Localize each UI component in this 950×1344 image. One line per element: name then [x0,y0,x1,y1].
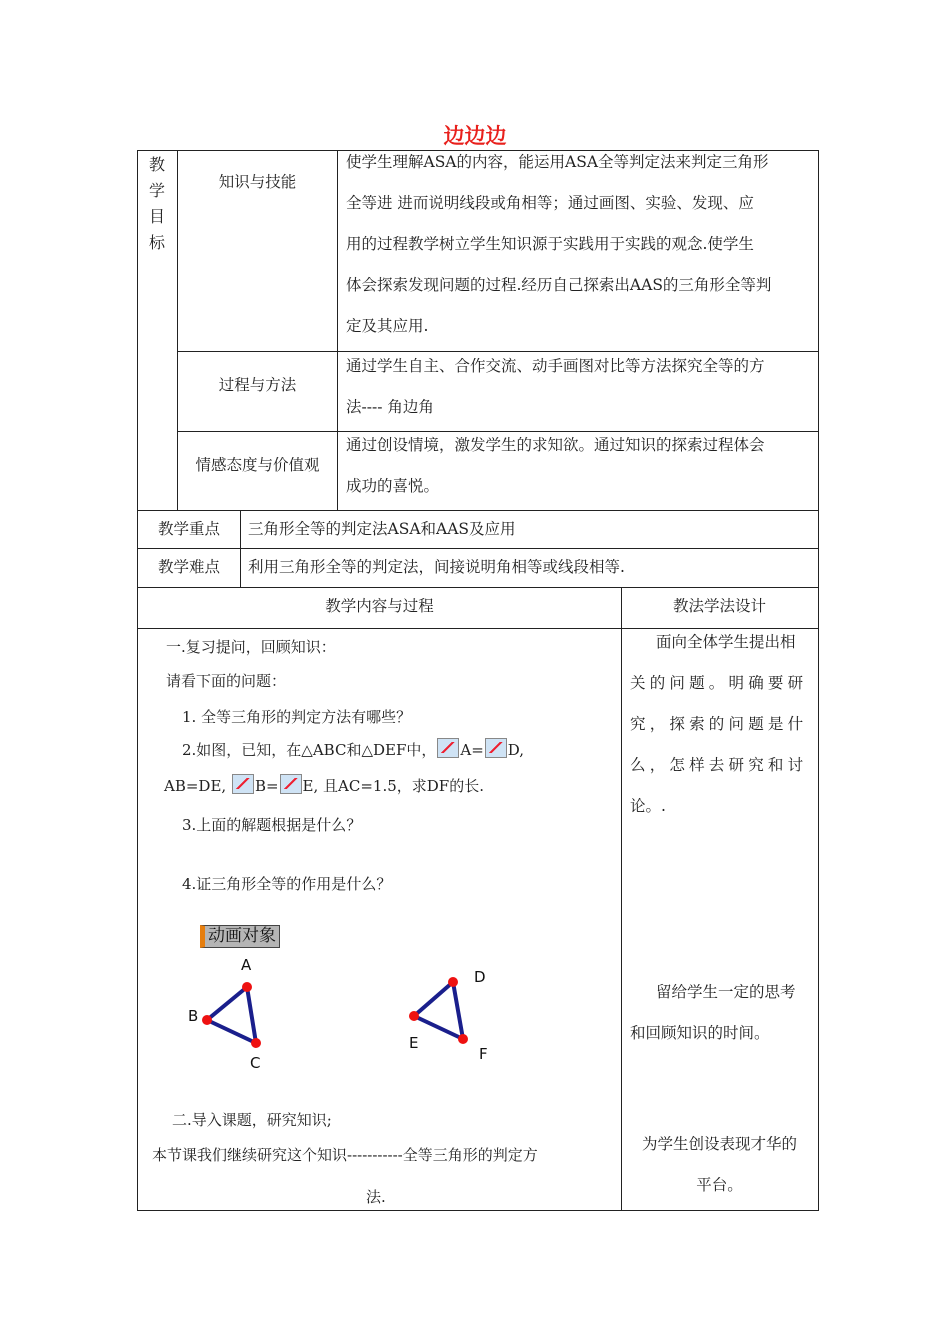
objectives-char: 学 [148,181,165,200]
objective-text-process: 通过学生自主、合作交流、动手画图对比等方法探究全等的方 法---- 角边角 [346,357,765,416]
method-note-2: 留给学生一定的思考 和回顾知识的时间。 [630,983,796,1042]
label-a: A [241,956,252,974]
objectives-char: 目 [148,207,165,226]
animation-object-button[interactable]: 动画对象 [200,925,280,948]
objective-label-process: 过程与方法 [218,376,297,394]
angle-image-icon [437,738,459,758]
point-a [242,982,252,992]
difficulty-text: 利用三角形全等的判定法，间接说明角相等或线段相等. [248,558,625,576]
label-d: D [474,968,486,986]
method-note-1: 面向全体学生提出相 关的问题。明确要研 究，探索的问题是什 么，怎样去研究和讨 论。. [630,633,808,815]
section-review-heading: 一.复习提问，回顾知识： [166,638,336,656]
point-c [251,1038,261,1048]
difficulty-label: 教学难点 [157,558,220,576]
angle-image-icon [280,774,302,794]
label-b: B [188,1007,199,1025]
objective-text-knowledge: 使学生理解ASA的内容，能运用ASA全等判定法来判定三角形 全等进 进而说明线段或角相等；通过画图、实验、发现、应 用的过程教学树立学生知识源于实践用于实践的观念.使学生 体会探索发现问题的过程.经历自己探索出AAS的三角形全等判 定及其应用. [346,153,772,335]
question-4: 4.证三角形全等的作用是什么？ [182,875,392,893]
objective-text-attitude: 通过创设情境，激发学生的求知欲。通过知识的探索过程体会 成功的喜悦。 [346,436,765,495]
column-header-methods: 教法学法设计 [672,597,766,615]
label-e: E [409,1034,419,1052]
section-review-prompt: 请看下面的问题： [166,672,287,690]
section-intro-text-2: 法. [366,1188,386,1206]
focus-text: 三角形全等的判定法ASA和AAS及应用 [248,520,516,538]
objectives-char: 教 [148,155,165,174]
triangles-figure [150,950,550,1080]
question-2-line2: AB=DE, B= E, 且AC=1.5，求DF的长. [164,774,484,797]
question-3: 3.上面的解题根据是什么？ [182,816,362,834]
point-d [448,977,458,987]
section-intro-text: 本节课我们继续研究这个知识-----------全等三角形的判定方 [152,1146,538,1164]
point-f [458,1034,468,1044]
question-1: 1. 全等三角形的判定方法有哪些？ [182,708,412,726]
point-b [202,1015,212,1025]
method-note-3: 为学生创设表现才华的 平台。 [641,1135,797,1194]
column-header-content: 教学内容与过程 [325,597,434,615]
triangle-abc [202,982,261,1048]
point-e [409,1011,419,1021]
objectives-char: 标 [148,233,165,252]
question-2-line1: 2.如图，已知，在△ABC和△DEF中， A= D, [182,738,524,761]
objectives-header [147,152,167,256]
label-f: F [479,1045,488,1063]
label-c: C [250,1054,261,1072]
angle-image-icon [232,774,254,794]
section-intro-heading: 二.导入课题，研究知识; [172,1111,332,1129]
objective-label-knowledge: 知识与技能 [218,173,297,191]
objective-label-attitude: 情感态度与价值观 [195,456,320,474]
page-title: 边边边 [443,124,507,148]
angle-image-icon [485,738,507,758]
focus-label: 教学重点 [157,520,220,538]
